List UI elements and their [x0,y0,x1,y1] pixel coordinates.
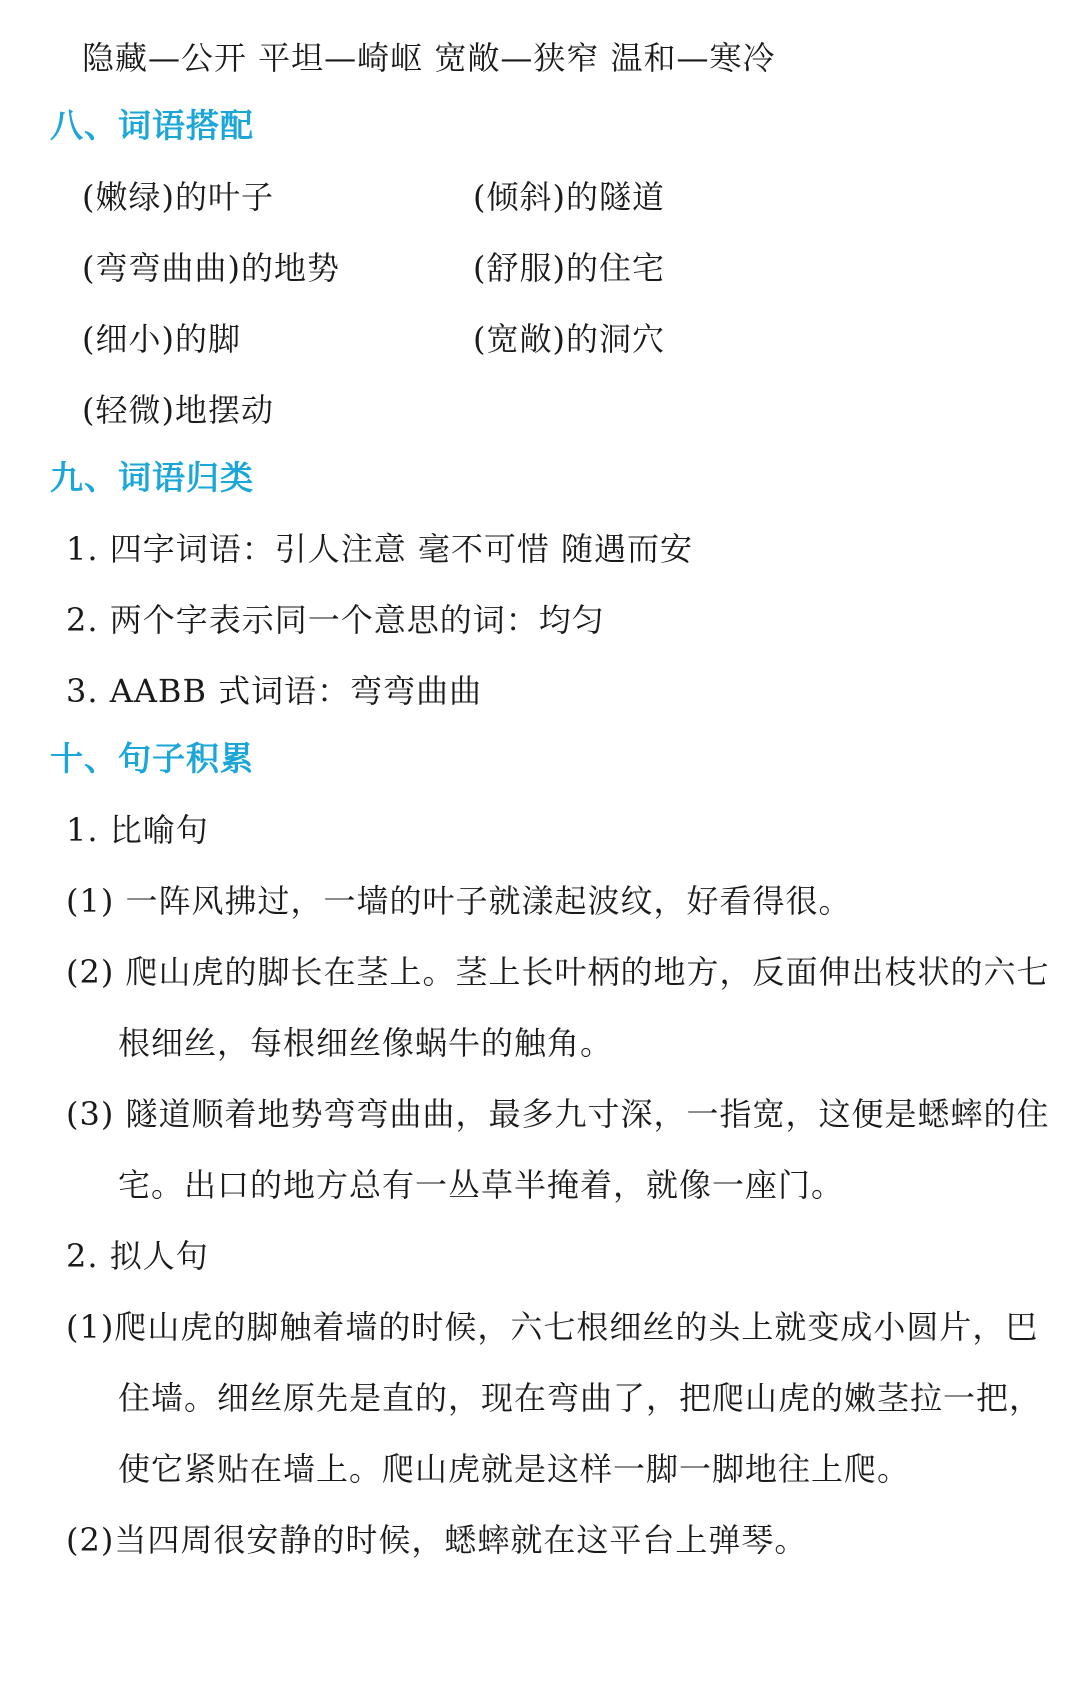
personification-title: 2. 拟人句 [66,1237,209,1275]
simile-3-line-2: 宅。出口的地方总有一丛草半掩着，就像一座门。 [118,1166,845,1204]
collocation-left-3: (细小)的脚 [82,320,241,358]
personification-1-line-2: 住墙。细丝原先是直的，现在弯曲了，把爬山虎的嫩茎拉一把， [118,1379,1043,1417]
classification-item-2: 2. 两个字表示同一个意思的词：均匀 [66,601,605,639]
personification-1-line-3: 使它紧贴在墙上。爬山虎就是这样一脚一脚地往上爬。 [118,1450,911,1488]
simile-1-line-1: (1) 一阵风拂过，一墙的叶子就漾起波纹，好看得很。 [66,882,852,920]
personification-1-line-1: (1)爬山虎的脚触着墙的时候，六七根细丝的头上就变成小圆片，巴 [66,1308,1039,1346]
classification-item-1: 1. 四字词语：引人注意 毫不可惜 随遇而安 [66,530,694,568]
simile-2-line-1: (2) 爬山虎的脚长在茎上。茎上长叶柄的地方，反面伸出枝状的六七 [66,953,1050,991]
section-10-heading: 十、句子积累 [50,739,254,778]
section-8-heading: 八、词语搭配 [50,106,254,145]
collocation-right-1: (倾斜)的隧道 [473,178,665,216]
collocation-left-4: (轻微)地摆动 [82,391,274,429]
simile-3-line-1: (3) 隧道顺着地势弯弯曲曲，最多九寸深，一指宽，这便是蟋蟀的住 [66,1095,1050,1133]
collocation-left-1: (嫩绿)的叶子 [82,178,274,216]
collocation-left-2: (弯弯曲曲)的地势 [82,249,340,287]
section-9-heading: 九、词语归类 [50,458,254,497]
collocation-right-3: (宽敞)的洞穴 [473,320,665,358]
collocation-right-2: (舒服)的住宅 [473,249,665,287]
classification-item-3: 3. AABB 式词语：弯弯曲曲 [66,672,483,710]
simile-title: 1. 比喻句 [66,811,209,849]
personification-2-line-1: (2)当四周很安静的时候，蟋蟀就在这平台上弹琴。 [66,1521,808,1559]
antonym-pairs: 隐藏—公开 平坦—崎岖 宽敞—狭窄 温和—寒冷 [82,39,776,77]
simile-2-line-2: 根细丝，每根细丝像蜗牛的触角。 [118,1024,614,1062]
